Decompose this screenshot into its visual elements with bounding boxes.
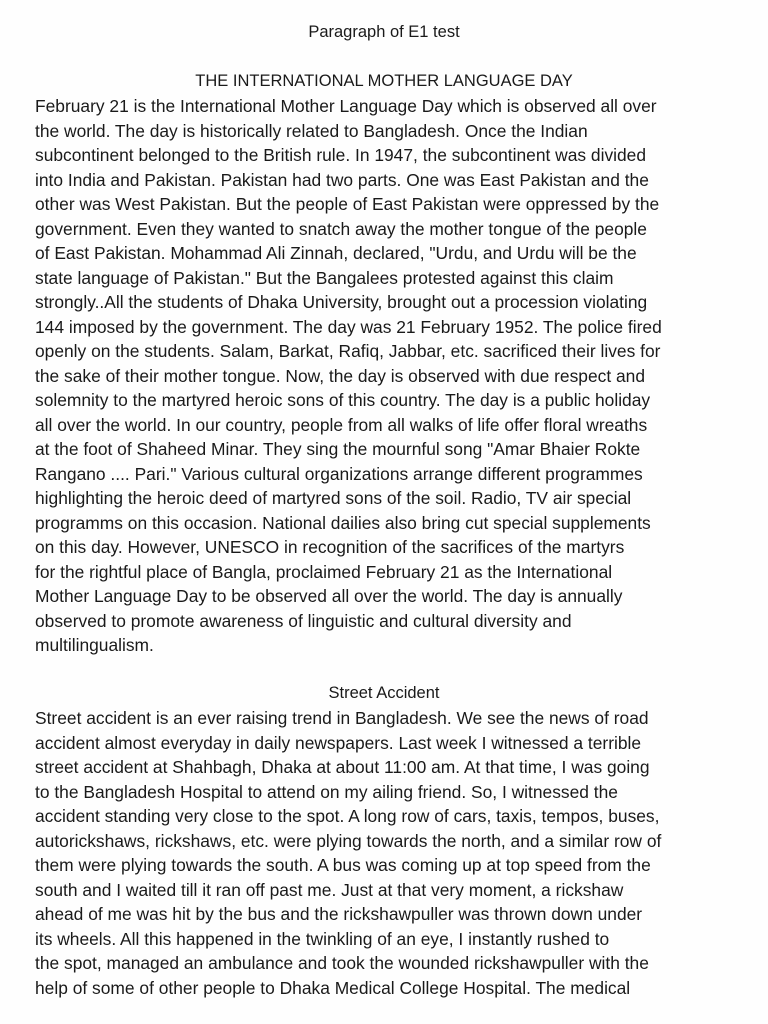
- paragraph-line: street accident at Shahbagh, Dhaka at about 11:00 am. At that time, I was going: [35, 757, 650, 777]
- paragraph-line: help of some of other people to Dhaka Medical College Hospital. The medical: [35, 977, 631, 998]
- paragraph-line: to the Bangladesh Hospital to attend on my ailing friend. So, I witnessed the: [35, 781, 618, 802]
- paragraph-line: multilingualism.: [35, 635, 154, 655]
- paragraph-line: state language of Pakistan." But the Bangalees protested against this claim: [35, 267, 614, 288]
- paragraph-line: the sake of their mother tongue. Now, the day is observed with due respect and: [35, 365, 645, 386]
- paragraph-line: ahead of me was hit by the bus and the rickshawpuller was thrown down under: [35, 904, 643, 924]
- paragraph-line: south and I waited till it ran off past me. Just at that very moment, a rickshaw: [35, 879, 624, 900]
- paragraph-line: for the rightful place of Bangla, proclaimed February 21 as the International: [35, 561, 613, 582]
- paragraph-line: government. Even they wanted to snatch away the mother tongue of the people: [35, 218, 647, 239]
- paragraph-line: other was West Pakistan. But the people of East Pakistan were oppressed by the: [35, 194, 660, 214]
- paragraph-line: all over the world. In our country, people from all walks of life offer floral wreaths: [35, 414, 648, 435]
- paragraph-line: at the foot of Shaheed Minar. They sing the mournful song "Amar Bhaier Rokte: [35, 439, 641, 459]
- paragraph-line: on this day. However, UNESCO in recognition of the sacrifices of the martyrs: [35, 537, 625, 557]
- document-title: Paragraph of E1 test: [308, 23, 460, 41]
- paragraph-line: its wheels. All this happened in the twinkling of an eye, I instantly rushed to: [35, 928, 610, 949]
- paragraph-line: solemnity to the martyred heroic sons of this country. The day is a public holiday: [35, 390, 651, 410]
- paragraph-line: the world. The day is historically related to Bangladesh. Once the Indian: [35, 120, 588, 141]
- paragraph-line: openly on the students. Salam, Barkat, Rafiq, Jabbar, etc. sacrificed their lives for: [35, 341, 661, 361]
- paragraph-line: February 21 is the International Mother Language Day which is observed all over: [35, 96, 657, 116]
- paragraph-mother-language-day: [35, 94, 755, 658]
- paragraph-line: subcontinent belonged to the British rule. In 1947, the subcontinent was divided: [35, 145, 647, 165]
- paragraph-line: 144 imposed by the government. The day was 21 February 1952. The police fired: [35, 316, 662, 337]
- paragraph-line: highlighting the heroic deed of martyred sons of the soil. Radio, TV air special: [35, 488, 632, 508]
- section-heading-street-accident: Street Accident: [328, 684, 440, 702]
- paragraph-line: them were plying towards the south. A bus was coming up at top speed from the: [35, 855, 651, 875]
- paragraph-line: Street accident is an ever raising trend in Bangladesh. We see the news of road: [35, 708, 649, 728]
- section-heading-mother-language-day: THE INTERNATIONAL MOTHER LANGUAGE DAY: [195, 72, 573, 90]
- paragraph-line: programms on this occasion. National dailies also bring cut special supplements: [35, 512, 651, 533]
- paragraph-line: the spot, managed an ambulance and took the wounded rickshawpuller with the: [35, 953, 649, 973]
- paragraph-line: of East Pakistan. Mohammad Ali Zinnah, declared, "Urdu, and Urdu will be the: [35, 243, 637, 263]
- paragraph-line: autorickshaws, rickshaws, etc. were plying towards the north, and a similar row of: [35, 830, 662, 851]
- paragraph-line: accident almost everyday in daily newspapers. Last week I witnessed a terrible: [35, 732, 642, 753]
- paragraph-line: Mother Language Day to be observed all over the world. The day is annually: [35, 586, 623, 606]
- paragraph-line: observed to promote awareness of linguistic and cultural diversity and: [35, 610, 572, 631]
- paragraph-line: strongly..All the students of Dhaka University, brought out a procession violating: [35, 292, 648, 312]
- paragraph-line: accident standing very close to the spot. A long row of cars, taxis, tempos, buses,: [35, 806, 660, 826]
- paragraph-line: into India and Pakistan. Pakistan had two parts. One was East Pakistan and the: [35, 169, 649, 190]
- paragraph-street-accident: [35, 706, 755, 1000]
- paragraph-line: Rangano .... Pari." Various cultural organizations arrange different programmes: [35, 463, 643, 484]
